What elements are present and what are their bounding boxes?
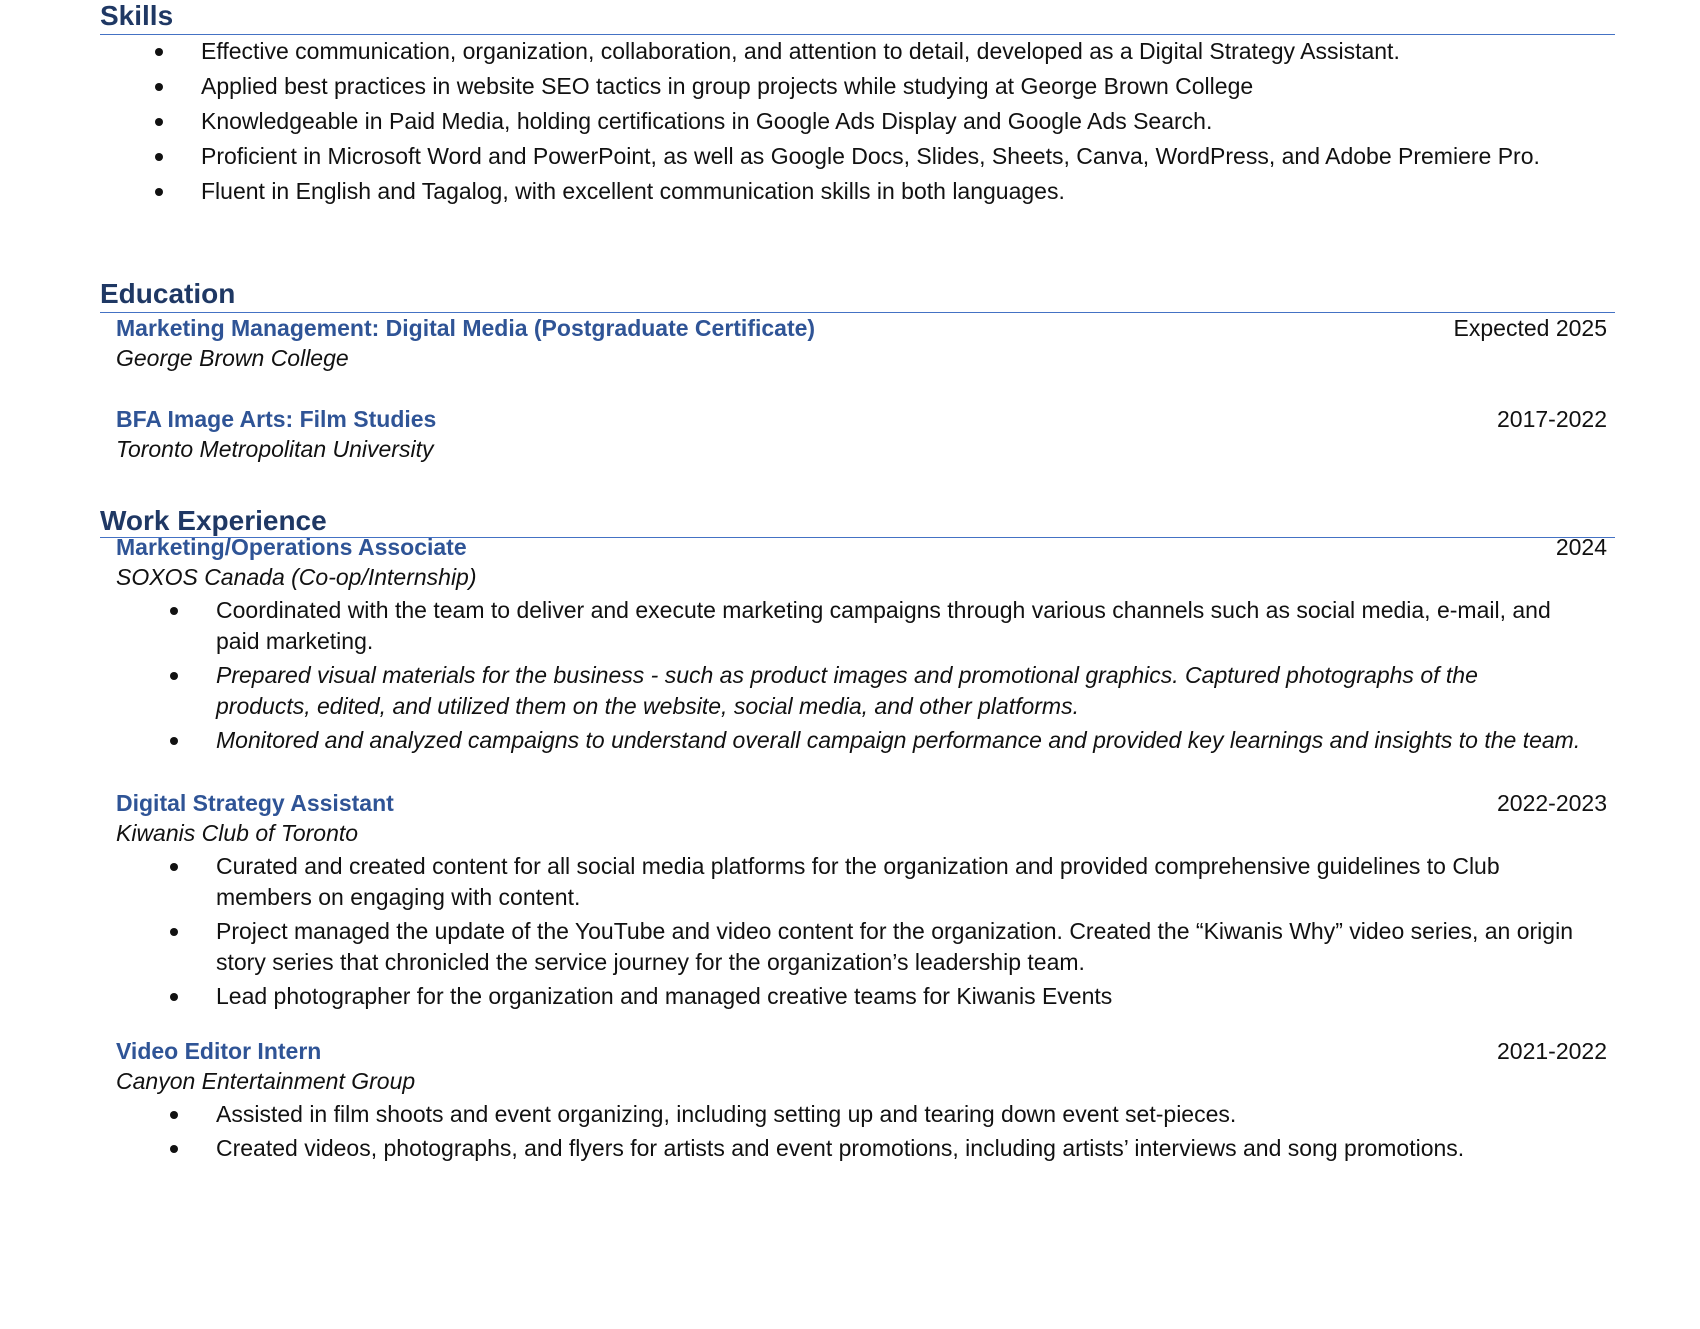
work-section xyxy=(100,505,1615,1164)
degree-title: Marketing Management: Digital Media (Postgraduate Certificate) xyxy=(116,315,816,341)
education-heading: Education xyxy=(100,278,236,309)
list-item: Created videos, photographs, and flyers for artists and event promotions, including artists’ interviews and song promotions. xyxy=(116,1133,1607,1164)
work-entry xyxy=(116,788,1607,1012)
entry-date: Expected 2025 xyxy=(1453,315,1607,341)
school-name: Toronto Metropolitan University xyxy=(116,436,434,462)
list-item: Coordinated with the team to deliver and execute marketing campaigns through various channels such as social media, e-mail, and paid marketing. xyxy=(116,595,1607,657)
job-bullets xyxy=(116,595,1607,756)
job-title: Video Editor Intern xyxy=(116,1038,322,1064)
job-title: Digital Strategy Assistant xyxy=(116,790,394,816)
list-item: Fluent in English and Tagalog, with excellent communication skills in both languages. xyxy=(100,176,1615,207)
job-title: Marketing/Operations Associate xyxy=(116,534,467,560)
work-entry xyxy=(116,1036,1607,1164)
education-section xyxy=(100,278,1615,464)
list-item: Prepared visual materials for the business - such as product images and promotional graphics. Captured photographs of the products, edited, and utilized them on the website, social media, and other platforms. xyxy=(116,660,1607,722)
list-item: Lead photographer for the organization and managed creative teams for Kiwanis Events xyxy=(116,981,1607,1012)
work-entry xyxy=(116,532,1607,756)
list-item: Project managed the update of the YouTube and video content for the organization. Created the “Kiwanis Why” video series, an origin story series that chronicled the service journey for the organization’s leadership team. xyxy=(116,916,1607,978)
entry-date: 2017-2022 xyxy=(1497,406,1607,432)
entry-date: 2024 xyxy=(1555,534,1607,560)
company-name: Canyon Entertainment Group xyxy=(116,1068,416,1094)
skills-divider xyxy=(100,34,1615,35)
education-entry xyxy=(116,313,1607,373)
list-item: Proficient in Microsoft Word and PowerPoint, as well as Google Docs, Slides, Sheets, Canva, WordPress, and Adobe Premiere Pro. xyxy=(100,141,1615,172)
work-heading: Work Experience xyxy=(100,505,327,536)
list-item: Knowledgeable in Paid Media, holding certifications in Google Ads Display and Google Ads Search. xyxy=(100,106,1615,137)
skills-heading: Skills xyxy=(100,0,174,31)
list-item: Curated and created content for all social media platforms for the organization and provided comprehensive guidelines to Club members on engaging with content. xyxy=(116,851,1607,913)
job-bullets xyxy=(116,1099,1607,1164)
company-name: SOXOS Canada (Co-op/Internship) xyxy=(116,564,477,590)
list-item: Assisted in film shoots and event organizing, including setting up and tearing down event set-pieces. xyxy=(116,1099,1607,1130)
entry-date: 2022-2023 xyxy=(1497,790,1607,816)
list-item: Monitored and analyzed campaigns to understand overall campaign performance and provided key learnings and insights to the team. xyxy=(116,725,1607,756)
list-item: Effective communication, organization, collaboration, and attention to detail, developed as a Digital Strategy Assistant. xyxy=(100,36,1615,67)
education-entry xyxy=(116,404,1607,464)
list-item: Applied best practices in website SEO tactics in group projects while studying at George Brown College xyxy=(100,71,1615,102)
job-bullets xyxy=(116,851,1607,1012)
company-name: Kiwanis Club of Toronto xyxy=(116,820,359,846)
skills-list xyxy=(100,36,1615,207)
entry-date: 2021-2022 xyxy=(1497,1038,1607,1064)
school-name: George Brown College xyxy=(116,345,349,371)
degree-title: BFA Image Arts: Film Studies xyxy=(116,406,437,432)
skills-section xyxy=(100,0,1615,207)
